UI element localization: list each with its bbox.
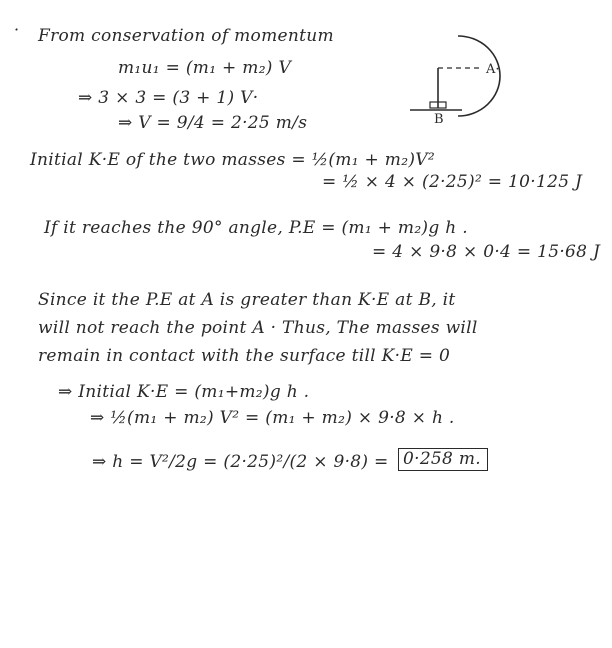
point-a-label: A· — [486, 62, 500, 77]
pe-statement: If it reaches the 90° angle, P.E = (m₁ + m₂)g h . — [44, 218, 468, 238]
stray-mark: · — [14, 20, 20, 39]
momentum-equation: m₁u₁ = (m₁ + m₂) V — [118, 58, 292, 78]
initial-ke-value: = ½ × 4 × (2·25)² = 10·125 J — [322, 172, 583, 192]
conclusion-line-3: remain in contact with the surface till K·E = 0 — [38, 346, 451, 366]
velocity-result: ⇒ V = 9/4 = 2·25 m/s — [118, 113, 308, 133]
conclusion-line-2: will not reach the point A · Thus, The masses will — [38, 318, 478, 338]
momentum-substitution: ⇒ 3 × 3 = (3 + 1) V· — [78, 88, 259, 108]
title-line: From conservation of momentum — [38, 26, 334, 46]
energy-equation: ⇒ Initial K·E = (m₁+m₂)g h . — [58, 382, 310, 402]
final-answer: 0·258 m. — [398, 448, 488, 471]
pe-value: = 4 × 9·8 × 0·4 = 15·68 J — [372, 242, 601, 262]
circular-track-diagram — [400, 30, 510, 130]
energy-substitution: ⇒ ½(m₁ + m₂) V² = (m₁ + m₂) × 9·8 × h . — [90, 408, 455, 428]
point-b-label: B — [434, 112, 444, 127]
conclusion-line-1: Since it the P.E at A is greater than K·E at B, it — [38, 290, 456, 310]
initial-ke-statement: Initial K·E of the two masses = ½(m₁ + m₂)V² — [30, 150, 435, 170]
height-equation: ⇒ h = V²/2g = (2·25)²/(2 × 9·8) = — [92, 452, 389, 472]
